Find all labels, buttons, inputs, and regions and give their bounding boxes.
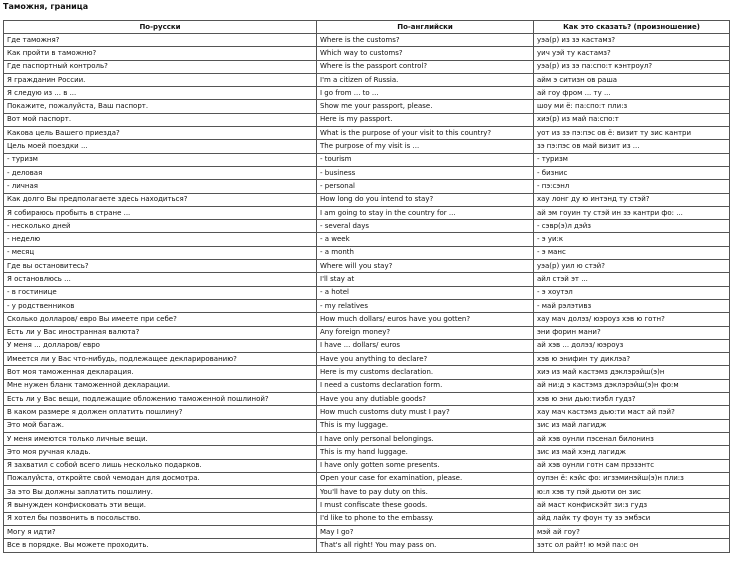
table-row bbox=[4, 193, 730, 206]
column-header-pronunciation: Как это сказать? (произношение) bbox=[534, 21, 730, 34]
cell-russian: Есть ли у Вас иностранная валюта? bbox=[4, 326, 317, 339]
cell-russian: - в гостинице bbox=[4, 286, 317, 299]
cell-pronunciation: - май рэлэтивз bbox=[534, 299, 730, 312]
cell-pronunciation: хау мач долэз/ юэроуз хэв ю готн? bbox=[534, 313, 730, 326]
cell-pronunciation: хэв ю энифин ту диклэа? bbox=[534, 353, 730, 366]
cell-english: I need a customs declaration form. bbox=[317, 379, 534, 392]
cell-russian: - туризм bbox=[4, 153, 317, 166]
cell-russian: В каком размере я должен оплатить пошлину? bbox=[4, 406, 317, 419]
table-row bbox=[4, 153, 730, 166]
cell-russian: - деловая bbox=[4, 166, 317, 179]
table-row bbox=[4, 419, 730, 432]
cell-russian: - неделю bbox=[4, 233, 317, 246]
table-row bbox=[4, 260, 730, 273]
cell-pronunciation: ай хэв оунли пэсенал билонинз bbox=[534, 432, 730, 445]
cell-pronunciation: зэтс ол райт! ю мэй па:с он bbox=[534, 539, 730, 552]
cell-pronunciation: - туризм bbox=[534, 153, 730, 166]
cell-english: That's all right! You may pass on. bbox=[317, 539, 534, 552]
table-row bbox=[4, 299, 730, 312]
cell-russian: - личная bbox=[4, 180, 317, 193]
cell-russian: - у родственников bbox=[4, 299, 317, 312]
cell-english: I'd like to phone to the embassy. bbox=[317, 512, 534, 525]
cell-pronunciation: мэй ай гоу? bbox=[534, 525, 730, 538]
cell-english: This is my hand luggage. bbox=[317, 446, 534, 459]
cell-pronunciation: уэа(р) из зэ кастамз? bbox=[534, 34, 730, 47]
cell-russian: Мне нужен бланк таможенной декларации. bbox=[4, 379, 317, 392]
cell-english: - a week bbox=[317, 233, 534, 246]
table-row bbox=[4, 326, 730, 339]
cell-pronunciation: айм э ситизн ов раша bbox=[534, 73, 730, 86]
table-row bbox=[4, 127, 730, 140]
table-row bbox=[4, 60, 730, 73]
column-header-russian: По-русски bbox=[4, 21, 317, 34]
cell-pronunciation: - э уи:к bbox=[534, 233, 730, 246]
table-row bbox=[4, 406, 730, 419]
cell-pronunciation: зэ пэ:пэс ов май визит из ... bbox=[534, 140, 730, 153]
table-row bbox=[4, 87, 730, 100]
cell-pronunciation: зис из май хэнд лагидж bbox=[534, 446, 730, 459]
cell-pronunciation: хэв ю эни дью:тиэбл гудз? bbox=[534, 393, 730, 406]
cell-english: Open your case for examination, please. bbox=[317, 472, 534, 485]
cell-english: I have only personal belongings. bbox=[317, 432, 534, 445]
cell-russian: Как долго Вы предполагаете здесь находиться? bbox=[4, 193, 317, 206]
cell-english: - tourism bbox=[317, 153, 534, 166]
cell-english: The purpose of my visit is ... bbox=[317, 140, 534, 153]
cell-russian: Имеется ли у Вас что-нибудь, подлежащее декларированию? bbox=[4, 353, 317, 366]
cell-english: You'll have to pay duty on this. bbox=[317, 486, 534, 499]
table-row bbox=[4, 47, 730, 60]
cell-english: How much dollars/ euros have you gotten? bbox=[317, 313, 534, 326]
phrasebook-table bbox=[3, 20, 730, 553]
cell-pronunciation: эни форин мани? bbox=[534, 326, 730, 339]
cell-russian: У меня имеются только личные вещи. bbox=[4, 432, 317, 445]
cell-pronunciation: - сэвр(э)л дэйз bbox=[534, 220, 730, 233]
cell-english: Any foreign money? bbox=[317, 326, 534, 339]
cell-russian: Какова цель Вашего приезда? bbox=[4, 127, 317, 140]
cell-pronunciation: уэа(р) из зэ па:спо:т кэнтроул? bbox=[534, 60, 730, 73]
cell-english: - business bbox=[317, 166, 534, 179]
cell-russian: Я захватил с собой всего лишь несколько подарков. bbox=[4, 459, 317, 472]
cell-english: I must confiscate these goods. bbox=[317, 499, 534, 512]
cell-english: I have only gotten some presents. bbox=[317, 459, 534, 472]
cell-pronunciation: уич уэй ту кастамз? bbox=[534, 47, 730, 60]
cell-russian: У меня ... долларов/ евро bbox=[4, 339, 317, 352]
cell-pronunciation: - э хоутэл bbox=[534, 286, 730, 299]
cell-pronunciation: - э манс bbox=[534, 246, 730, 259]
cell-russian: Это моя ручная кладь. bbox=[4, 446, 317, 459]
cell-russian: Я хотел бы позвонить в посольство. bbox=[4, 512, 317, 525]
cell-russian: Сколько долларов/ евро Вы имеете при себе? bbox=[4, 313, 317, 326]
table-row bbox=[4, 539, 730, 552]
cell-russian: Я вынужден конфисковать эти вещи. bbox=[4, 499, 317, 512]
table-row bbox=[4, 140, 730, 153]
cell-russian: За это Вы должны заплатить пошлину. bbox=[4, 486, 317, 499]
cell-pronunciation: хиэ(р) из май па:спо:т bbox=[534, 113, 730, 126]
cell-russian: Цель моей поездки ... bbox=[4, 140, 317, 153]
cell-pronunciation: оупэн ё: кэйс фо: игзэминэйш(э)н пли:з bbox=[534, 472, 730, 485]
cell-english: Here is my customs declaration. bbox=[317, 366, 534, 379]
table-row bbox=[4, 246, 730, 259]
cell-english: Here is my passport. bbox=[317, 113, 534, 126]
table-row bbox=[4, 512, 730, 525]
table-row bbox=[4, 273, 730, 286]
cell-pronunciation: шоу ми ё: па:спо:т пли:з bbox=[534, 100, 730, 113]
cell-russian: Как пройти в таможню? bbox=[4, 47, 317, 60]
cell-pronunciation: ай ни:д э кастэмз дэклэрэйш(э)н фо:м bbox=[534, 379, 730, 392]
table-row bbox=[4, 432, 730, 445]
cell-english: I am going to stay in the country for ... bbox=[317, 206, 534, 219]
cell-english: How long do you intend to stay? bbox=[317, 193, 534, 206]
cell-russian: Где вы остановитесь? bbox=[4, 260, 317, 273]
table-row bbox=[4, 313, 730, 326]
cell-pronunciation: уот из зэ пэ:пэс ов ё: визит ту зис кантри bbox=[534, 127, 730, 140]
cell-russian: - несколько дней bbox=[4, 220, 317, 233]
cell-russian: Вот моя таможенная декларация. bbox=[4, 366, 317, 379]
cell-russian: Пожалуйста, откройте свой чемодан для досмотра. bbox=[4, 472, 317, 485]
table-row bbox=[4, 459, 730, 472]
table-row bbox=[4, 233, 730, 246]
cell-pronunciation: ай маст конфискэйт зи:з гудз bbox=[534, 499, 730, 512]
table-row bbox=[4, 286, 730, 299]
cell-pronunciation: уэа(р) уил ю стэй? bbox=[534, 260, 730, 273]
cell-english: I go from ... to ... bbox=[317, 87, 534, 100]
cell-english: Have you anything to declare? bbox=[317, 353, 534, 366]
table-row bbox=[4, 220, 730, 233]
cell-english: - personal bbox=[317, 180, 534, 193]
cell-english: What is the purpose of your visit to this country? bbox=[317, 127, 534, 140]
cell-english: How much customs duty must I pay? bbox=[317, 406, 534, 419]
table-row bbox=[4, 379, 730, 392]
cell-russian: Все в порядке. Вы можете проходить. bbox=[4, 539, 317, 552]
table-row bbox=[4, 446, 730, 459]
cell-russian: Где паспортный контроль? bbox=[4, 60, 317, 73]
cell-pronunciation: ай хэв ... долэз/ юэроуз bbox=[534, 339, 730, 352]
cell-english: Show me your passport, please. bbox=[317, 100, 534, 113]
table-row bbox=[4, 339, 730, 352]
cell-english: - several days bbox=[317, 220, 534, 233]
cell-russian: Вот мой паспорт. bbox=[4, 113, 317, 126]
cell-pronunciation: хау лонг ду ю интэнд ту стэй? bbox=[534, 193, 730, 206]
table-row bbox=[4, 113, 730, 126]
table-row bbox=[4, 393, 730, 406]
cell-russian: Есть ли у Вас вещи, подлежащие обложению таможенной пошлиной? bbox=[4, 393, 317, 406]
table-row bbox=[4, 499, 730, 512]
cell-russian: Я остановлюсь ... bbox=[4, 273, 317, 286]
cell-russian: Я собираюсь пробыть в стране ... bbox=[4, 206, 317, 219]
page-title: Таможня, граница bbox=[3, 2, 89, 11]
cell-pronunciation: ю:л хэв ту пэй дьюти он зис bbox=[534, 486, 730, 499]
cell-english: This is my luggage. bbox=[317, 419, 534, 432]
table-row bbox=[4, 73, 730, 86]
cell-pronunciation: айл стэй эт ... bbox=[534, 273, 730, 286]
cell-russian: Я гражданин России. bbox=[4, 73, 317, 86]
cell-russian: Покажите, пожалуйста, Ваш паспорт. bbox=[4, 100, 317, 113]
table-row bbox=[4, 486, 730, 499]
cell-russian: Могу я идти? bbox=[4, 525, 317, 538]
column-header-english: По-английски bbox=[317, 21, 534, 34]
table-header-row bbox=[4, 21, 730, 34]
cell-english: Where is the customs? bbox=[317, 34, 534, 47]
cell-pronunciation: - пэ:сэнл bbox=[534, 180, 730, 193]
cell-pronunciation: - бизнис bbox=[534, 166, 730, 179]
cell-english: Where is the passport control? bbox=[317, 60, 534, 73]
cell-russian: Это мой багаж. bbox=[4, 419, 317, 432]
cell-russian: Я следую из ... в ... bbox=[4, 87, 317, 100]
cell-pronunciation: ай эм гоуин ту стэй ин зэ кантри фо: ... bbox=[534, 206, 730, 219]
cell-english: May I go? bbox=[317, 525, 534, 538]
cell-pronunciation: зис из май лагидж bbox=[534, 419, 730, 432]
cell-english: Where will you stay? bbox=[317, 260, 534, 273]
table-row bbox=[4, 353, 730, 366]
cell-english: I'm a citizen of Russia. bbox=[317, 73, 534, 86]
cell-english: Which way to customs? bbox=[317, 47, 534, 60]
table-row bbox=[4, 525, 730, 538]
cell-pronunciation: айд лайк ту фоун ту зэ эмбэси bbox=[534, 512, 730, 525]
table-row bbox=[4, 180, 730, 193]
cell-russian: - месяц bbox=[4, 246, 317, 259]
table-row bbox=[4, 206, 730, 219]
table-row bbox=[4, 366, 730, 379]
table-row bbox=[4, 34, 730, 47]
cell-english: - my relatives bbox=[317, 299, 534, 312]
cell-russian: Где таможня? bbox=[4, 34, 317, 47]
cell-english: Have you any dutiable goods? bbox=[317, 393, 534, 406]
cell-pronunciation: хиэ из май кастэмз дэклэрэйш(э)н bbox=[534, 366, 730, 379]
cell-pronunciation: ай гоу фром ... ту ... bbox=[534, 87, 730, 100]
cell-english: I'll stay at bbox=[317, 273, 534, 286]
table-row bbox=[4, 472, 730, 485]
cell-pronunciation: ай хэв оунли готн сам прэзэнтс bbox=[534, 459, 730, 472]
cell-english: I have ... dollars/ euros bbox=[317, 339, 534, 352]
cell-pronunciation: хау мач кастэмз дью:ти маст ай пэй? bbox=[534, 406, 730, 419]
table-row bbox=[4, 100, 730, 113]
cell-english: - a month bbox=[317, 246, 534, 259]
table-row bbox=[4, 166, 730, 179]
cell-english: - a hotel bbox=[317, 286, 534, 299]
